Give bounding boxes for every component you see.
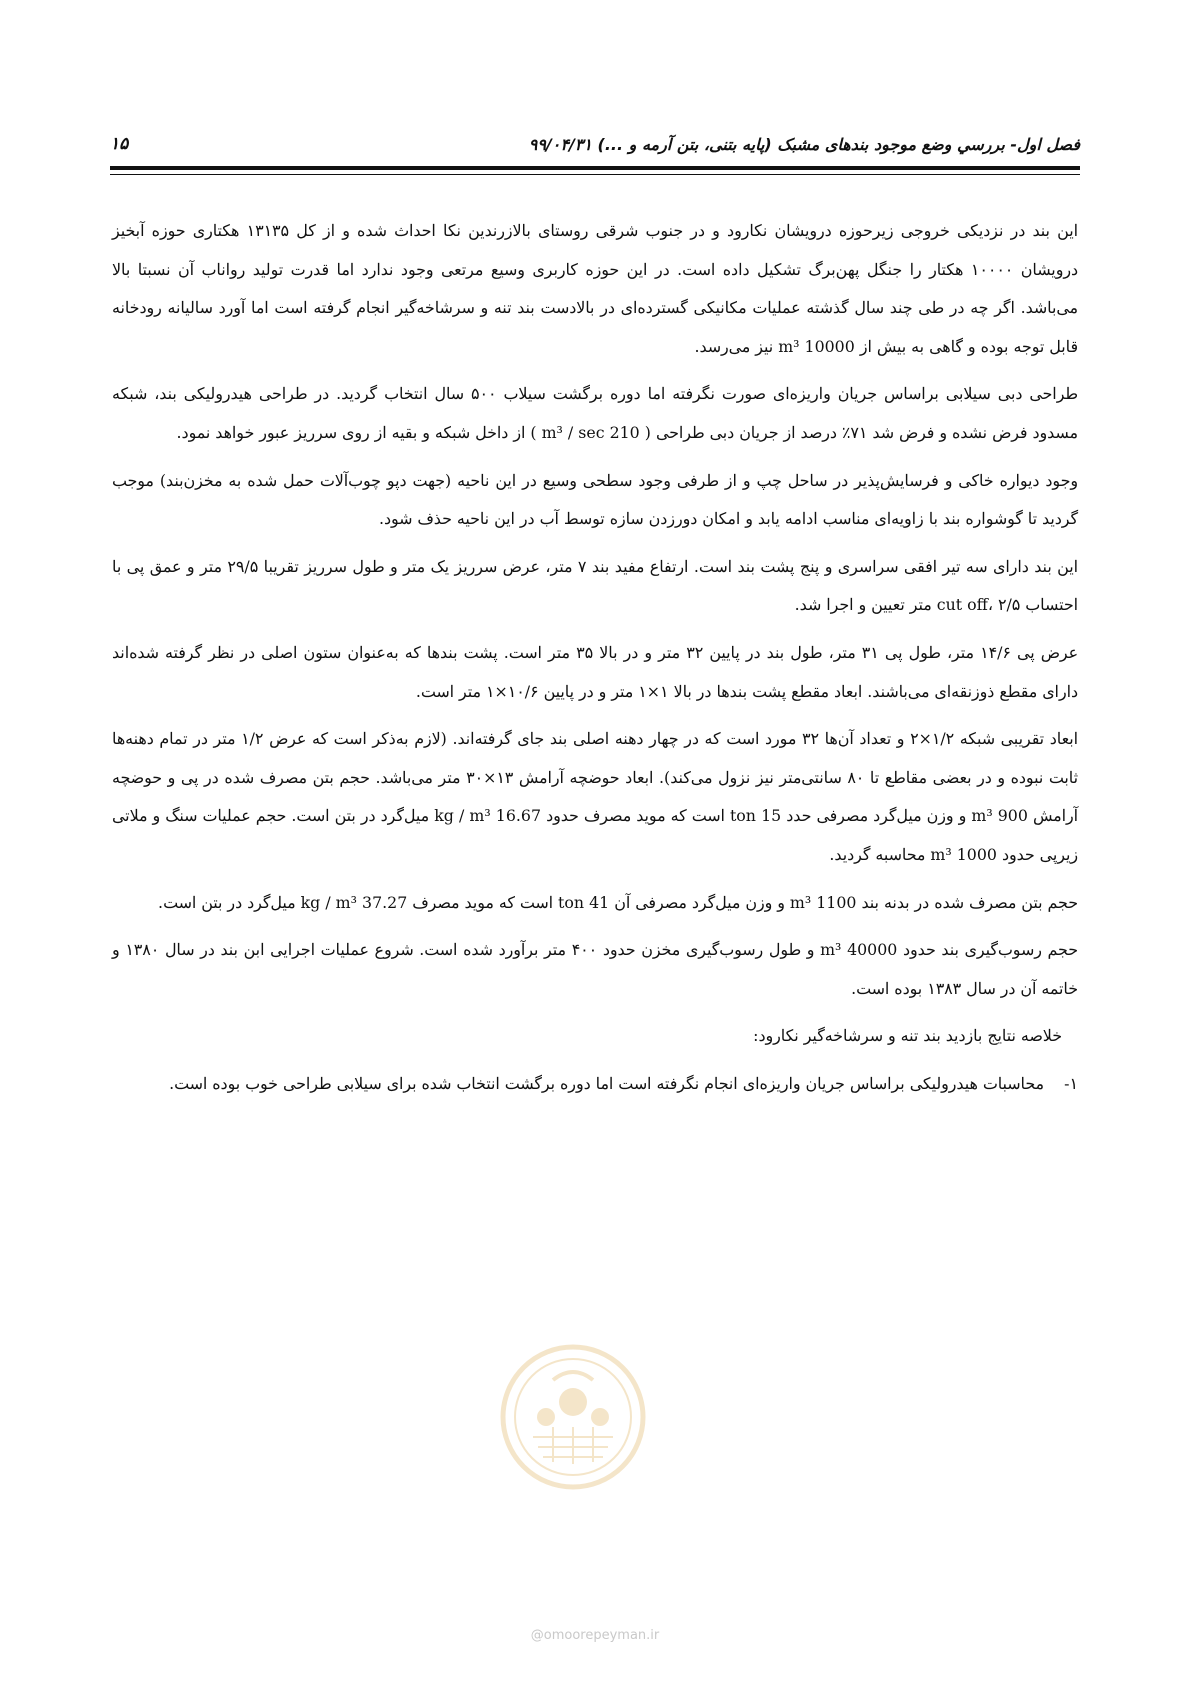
chapter-title: فصل اول- بررسي وضع موجود بندهای مشبک (پایه بتنی، بتن آرمه و ...) ۹۹/۰۴/۳۱ — [528, 134, 1080, 154]
paragraph: این بند در نزدیکی خروجی زیرحوزه درویشان نکارود و در جنوب شرقی روستای بالازرندین نکا احداث شده و از کل ۱۳۱۳۵ هکتاری حوزه آبخیز درویشان ۱۰۰۰۰ هکتار را جنگل پهن‌برگ تشکیل داده است. در این حوزه کاربری وسیع مرتعی وجود ندارد اما قدرت تولید رواناب آن نسبتا بالا می‌باشد. اگر چه در طی چند سال گذشته عملیات مکانیکی گسترده‌ای در بالادست بند تنه و سرشاخه‌گیر انجام گرفته است اما آورد سالیانه رودخانه قابل توجه بوده و گاهی به بیش از 10000 m³ نیز می‌رسد. — [112, 221, 1078, 356]
list-item — [112, 1065, 1078, 1104]
page-number: ۱۵ — [110, 134, 129, 154]
header-rule-thin — [110, 174, 1080, 175]
paragraph: طراحی دبی سیلابی براساس جریان واریزه‌ای صورت نگرفته اما دوره برگشت سیلاب ۵۰۰ سال انتخاب گردید. در طراحی هیدرولیکی بند، شبکه مسدود فرض نشده و فرض شد ۷۱٪ درصد از جریان دبی طراحی ( 210 m³ / sec ) از داخل شبکه و بقیه از روی سرریز عبور خواهد نمود. — [112, 384, 1078, 442]
paragraph: حجم رسوب‌گیری بند حدود 40000 m³ و طول رسوب‌گیری مخزن حدود ۴۰۰ متر برآورد شده است. شروع عملیات اجرایی ابن بند در سال ۱۳۸۰ و خاتمه آن در سال ۱۳۸۳ بوده است. — [112, 940, 1078, 998]
body-text — [112, 212, 1078, 1103]
paragraph: ابعاد تقریبی شبکه ۱/۲×۲ و تعداد آن‌ها ۳۲ مورد است که در چهار دهنه اصلی بند جای گرفته‌اند. (لازم به‌ذکر است که عرض ۱/۲ متر در تمام دهنه‌ها ثابت نبوده و در بعضی مقاطع تا ۸۰ سانتی‌متر نیز نزول می‌کند). ابعاد حوضچه آرامش ۱۳×۳۰ متر می‌باشد. حجم بتن مصرف شده در پی و حوضچه آرامش 900 m³ و وزن میل‌گرد مصرفی حدد 15 ton است که موید مصرف حدود 16.67 kg / m³ میل‌گرد در بتن است. حجم عملیات سنگ و ملاتی زیرپی حدود 1000 m³ محاسبه گردید. — [112, 729, 1078, 864]
list-text: محاسبات هیدرولیکی براساس جریان واریزه‌ای انجام نگرفته است اما دوره برگشت انتخاب شده برای سیلابی طراحی خوب بوده است. — [169, 1073, 1044, 1093]
watermark-seal-icon — [498, 1342, 648, 1492]
watermark-url: @omoorepeyman.ir — [530, 1628, 660, 1643]
page-header — [110, 128, 1080, 160]
header-rule-thick — [110, 166, 1080, 170]
list-number: ۱- — [1064, 1073, 1078, 1093]
paragraph: این بند دارای سه تیر افقی سراسری و پنج پشت بند است. ارتفاع مفید بند ۷ متر، عرض سرریز یک متر و طول سرریز تقریبا ۲۹/۵ متر و عمق پی با احتساب cut off، ۲/۵ متر تعیین و اجرا شد. — [112, 556, 1078, 615]
paragraph: وجود دیواره خاکی و فرسایش‌پذیر در ساحل چپ و از طرفی وجود سطحی وسیع در این ناحیه (جهت دپو چوب‌آلات حمل شده به مخزن‌بند) موجب گردید تا گوشواره بند با زاویه‌ای مناسب ادامه یابد و امکان دورزدن سازه توسط آب در این ناحیه حذف شود. — [112, 470, 1078, 529]
paragraph: حجم بتن مصرف شده در بدنه بند 1100 m³ و وزن میل‌گرد مصرفی آن 41 ton است که موید مصرف 37.27 kg / m³ میل‌گرد در بتن است. — [158, 892, 1078, 912]
paragraph: عرض پی ۱۴/۶ متر، طول پی ۳۱ متر، طول بند در پایین ۳۲ متر و در بالا ۳۵ متر است. پشت بندها که به‌عنوان ستون اصلی در نظر گرفته شده‌اند دارای مقطع ذوزنقه‌ای می‌باشند. ابعاد مقطع پشت بندها در بالا ۱×۱ متر و در پایین ۱۰/۶×۱ متر است. — [112, 642, 1078, 701]
summary-heading: خلاصه نتایج بازدید بند تنه و سرشاخه‌گیر نکارود: — [753, 1026, 1062, 1046]
